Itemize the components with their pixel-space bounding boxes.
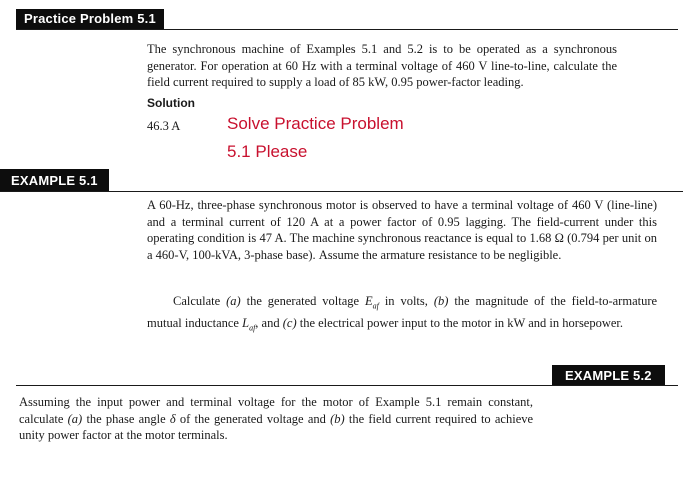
- example-5-1-rule: [0, 191, 683, 192]
- example-5-2-header: EXAMPLE 5.2: [552, 365, 665, 386]
- part-a-label: (a): [226, 294, 241, 308]
- part-c-label: (c): [282, 316, 297, 330]
- practice-problem-header: Practice Problem 5.1: [16, 9, 164, 29]
- symbol-l-subscript: af: [249, 323, 256, 333]
- part-b-label: (b): [433, 294, 449, 308]
- practice-problem-text: The synchronous machine of Examples 5.1 and 5.2 is to be operated as a synchronous generator. For operation at 60 Hz with a terminal voltage of 460 V line-to-line, calculate the field current required to supply a load of 85 kW, 0.95 power-factor leading.: [147, 42, 617, 89]
- example-5-1-paragraph-2: [147, 293, 657, 337]
- text-mutual-inductance: the magnitude of the field-to-armature mutual inductance: [147, 294, 658, 330]
- example-5-1-header: EXAMPLE 5.1: [0, 169, 109, 192]
- text-field-current: the field current required to achieve unity power factor at the motor terminals.: [19, 411, 534, 442]
- example-5-2-text: [19, 394, 533, 444]
- request-note-line-2: 5.1 Please: [227, 142, 308, 161]
- part-a-label: (a): [67, 411, 83, 426]
- request-note: [227, 110, 404, 166]
- solution-answer: 46.3 A: [147, 119, 181, 133]
- symbol-e: E: [365, 294, 373, 308]
- part-b-label: (b): [330, 411, 345, 426]
- example-5-1-paragraph-1: A 60-Hz, three-phase synchronous motor is observed to have a terminal voltage of 460 V (line-line) and a terminal current of 120 A at a power factor of 0.95 lagging. The field-current under this operating condition is 47 A. The machine synchronous reactance is equal to 1.68 Ω (0.794 per unit on a 460-V, 100-kVA, 3-phase base). Assume the armature resistance to be negligible.: [147, 198, 657, 262]
- symbol-e-subscript: af: [372, 301, 379, 311]
- text-generated-voltage: the generated voltage: [246, 294, 360, 308]
- symbol-l: L: [242, 316, 250, 330]
- example-5-2-rule: [16, 385, 678, 386]
- text-and: , and: [255, 316, 280, 330]
- text-assuming: Assuming the input power and terminal voltage for the motor of Example 5.1 remain constant, calculate: [19, 395, 533, 426]
- text-calculate: Calculate: [173, 294, 221, 308]
- text-phase-angle: the phase angle: [86, 411, 166, 426]
- text-generated-voltage: of the generated voltage and: [179, 411, 326, 426]
- practice-problem-rule: [16, 29, 678, 30]
- solution-label: Solution: [147, 96, 195, 110]
- request-note-line-1: Solve Practice Problem: [227, 114, 404, 133]
- text-in-volts: in volts,: [384, 294, 428, 308]
- text-power-input: the electrical power input to the motor in kW and in horsepower.: [299, 316, 624, 330]
- symbol-delta: δ: [169, 411, 176, 426]
